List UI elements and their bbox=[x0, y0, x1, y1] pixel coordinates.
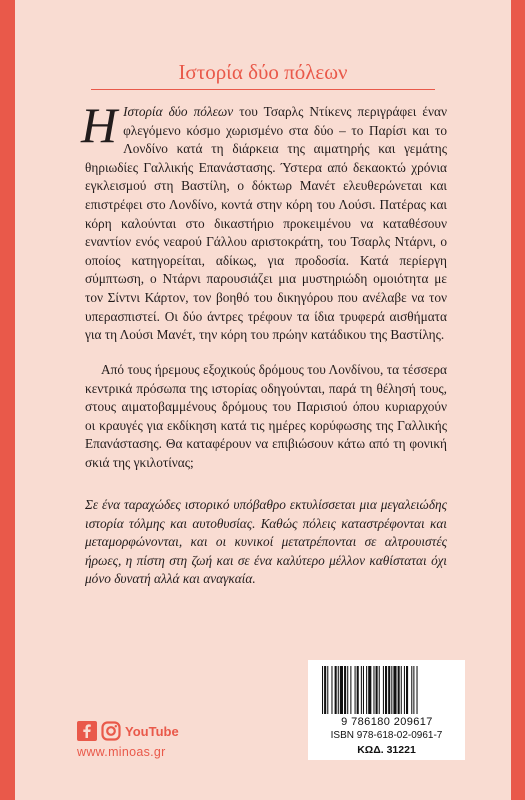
barcode-bar bbox=[373, 666, 374, 714]
publisher-website[interactable]: www.minoas.gr bbox=[77, 745, 166, 759]
barcode-bar bbox=[391, 666, 392, 714]
barcode-bar bbox=[383, 666, 384, 714]
facebook-icon[interactable] bbox=[77, 721, 97, 741]
barcode-bar bbox=[324, 666, 326, 714]
drop-cap: Η bbox=[81, 97, 118, 153]
barcode-bar bbox=[355, 666, 356, 714]
barcode-bar bbox=[338, 666, 339, 714]
barcode-bar bbox=[340, 666, 343, 714]
synopsis-paragraph-1 bbox=[81, 97, 447, 345]
synopsis-body-1: του Τσαρλς Ντίκενς περιγράφει έναν φλεγόμενο κόσμο χωρισμένο στα δύο – το Παρίσι και το Λονδίνο κατά τη διάρκεια της αιματηρής και γεμάτης θηριωδίες Γαλλικής Επανάστασης. Ύστερα από δεκαοκτώ χρόνια εγκλεισμού στη Βαστίλη, ο δόκτωρ Μανέτ ελευθερώνεται και επιστρέφει στο Λονδίνο, κοντά στην κόρη του Λούσι. Πατέρας και κόρη καλούνται στο δικαστήριο προκειμένου να καταθέσουν εναντίον ενός νεαρού Γάλλου αριστοκράτη, του Τσαρλς Ντάρνι, ο οποίος κατηγορείται, αδίκως, για προδοσία. Κατά περίεργη σύμπτωση, ο Ντάρνι παρουσιάζει μια μυστηριώδη ομοιότητα με τον Σίντνι Κάρτον, τον βοηθό του δικηγόρου που ανέλαβε να τον υπερασπιστεί. Οι δύο άντρες τρέφουν τα ίδια τρυφερά αισθήματα για τη Λούσι Μανέτ, την κόρη του πρώην κατάδικου της Βαστίλης. bbox=[85, 104, 447, 343]
barcode-bar bbox=[398, 666, 400, 714]
social-links bbox=[77, 720, 180, 742]
barcode-bar bbox=[417, 666, 418, 714]
barcode-digits: 9 786180 209617 bbox=[341, 716, 433, 728]
barcode-bar bbox=[411, 666, 412, 714]
barcode-image bbox=[320, 666, 454, 714]
barcode-bar bbox=[393, 666, 396, 714]
barcode-bar bbox=[368, 666, 371, 714]
back-cover bbox=[15, 0, 511, 800]
youtube-label[interactable]: YouTube bbox=[125, 723, 179, 739]
barcode-bar bbox=[388, 666, 390, 714]
barcode-panel bbox=[308, 660, 465, 760]
barcode-bar bbox=[376, 666, 378, 714]
isbn-number: ISBN 978-618-02-0961-7 bbox=[330, 730, 443, 741]
synopsis-lead-title: Ιστορία δύο πόλεων bbox=[123, 104, 234, 119]
barcode-bar bbox=[385, 666, 387, 714]
barcode-bar bbox=[401, 666, 402, 714]
barcode-bar bbox=[379, 666, 380, 714]
barcode-bar bbox=[350, 666, 351, 714]
product-code: ΚΩΔ. 31221 bbox=[357, 744, 416, 756]
title-divider bbox=[91, 89, 435, 90]
book-title: Ιστορία δύο πόλεων bbox=[178, 60, 348, 84]
barcode-bar bbox=[357, 666, 359, 714]
barcode-bar bbox=[366, 666, 367, 714]
barcode-bar bbox=[347, 666, 348, 714]
synopsis-paragraph-2: Από τους ήρεμους εξοχικούς δρόμους του Λονδίνου, τα τέσσερα κεντρικά πρόσωπα της ιστορίας οδηγούνται, παρά τη θέλησή τους, στους αιματοβαμμένους δρόμους του Παρισιού όπου κυριαρχούν οι κραυγές για εκδίκηση κατά τις ημέρες κορύφωσης της Γαλλικής Επανάστασης. Θα καταφέρουν να επιβιώσουν κάτω από τη φονική σκιά της γκιλοτίνας; bbox=[85, 362, 447, 470]
barcode-bar bbox=[344, 666, 346, 714]
barcode-bar bbox=[327, 666, 328, 714]
barcode-bar bbox=[404, 666, 405, 714]
barcode-bar bbox=[335, 666, 337, 714]
barcode-bar bbox=[322, 666, 323, 714]
barcode-bar bbox=[363, 666, 364, 714]
blurb-paragraph: Σε ένα ταραχώδες ιστορικό υπόβαθρο εκτυλίσσεται μια μεγαλειώδης ιστορία τόλμης και αυτοθυσίας. Καθώς πόλεις καταστρέφονται και μεταμορφώνονται, και οι κυνικοί μετατρέπονται σε αλτρουιστές ήρωες, η πίστη στη ζωή και σε ένα καλύτερο μέλλον καθίσταται όχι μόνο δυνατή αλλά και αναγκαία. bbox=[85, 497, 447, 587]
barcode-bar bbox=[406, 666, 408, 714]
barcode-bar bbox=[331, 666, 332, 714]
barcode-bar bbox=[413, 666, 414, 714]
barcode-bar bbox=[361, 666, 362, 714]
instagram-icon[interactable] bbox=[101, 721, 121, 741]
